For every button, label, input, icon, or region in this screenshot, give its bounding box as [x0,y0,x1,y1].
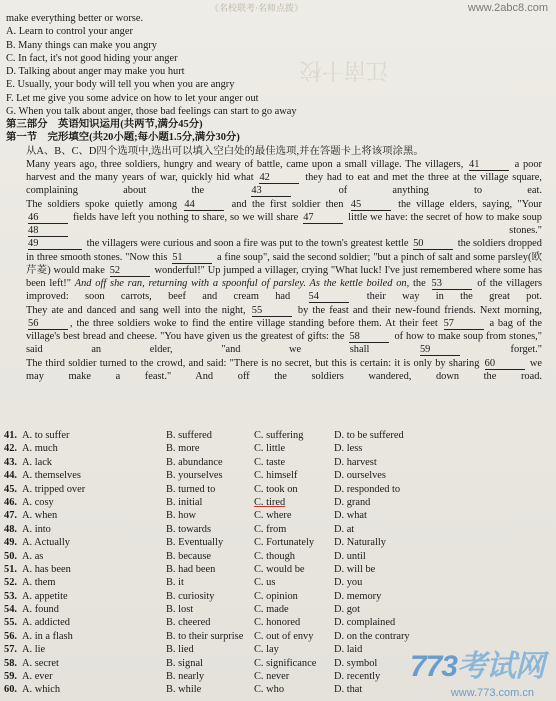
question-number: 44. [4,470,17,482]
option-b: B. while [166,684,202,696]
option-a: A. tripped over [22,483,86,495]
option-c: C. lay [254,644,279,656]
option-c-sentence: C. In fact, it's not good hiding your anger [6,52,178,64]
site-logo-watermark: 773考试网 [409,650,544,683]
option-d: D. responded to [334,483,401,495]
question-41-options [4,429,544,442]
option-d-sentence: D. Talking about anger may make you hurt [6,66,185,77]
question-45-options [4,483,544,496]
question-number: 54. [4,604,17,616]
option-b: B. curiosity [166,590,215,602]
question-47-options [4,509,544,522]
option-a: A. to suffer [22,430,70,441]
option-c: C. who [254,684,285,696]
option-a: A. as [22,550,44,562]
question-number: 56. [4,630,17,642]
option-c: C. significance [254,657,317,669]
option-a: A. them [22,577,56,589]
part-title: 第三部分 英语知识运用(共两节,满分45分) [6,119,203,130]
section-title: 第一节 完形填空(共20小题;每小题1.5分,满分30分) [6,132,240,144]
blank-57: 57 [444,318,484,330]
blank-58: 58 [349,331,389,343]
option-b: B. initial [166,496,203,508]
question-number: 50. [4,550,17,562]
blank-48: 48 [28,225,68,237]
question-number: 51. [4,563,17,575]
blank-53: 53 [432,278,472,290]
question-number: 57. [4,644,17,656]
option-a: A. lack [22,456,53,468]
option-b: B. abundance [166,456,223,468]
question-number: 49. [4,537,17,549]
bleed-through-text: 江南十校 [300,58,389,83]
question-number: 42. [4,443,17,455]
question-number: 58. [4,657,17,669]
question-number: 43. [4,456,17,468]
option-d: D. will be [334,563,376,575]
option-b: B. lied [166,644,194,656]
option-a: A. addicted [22,617,70,629]
option-b: B. turned to [166,483,216,495]
option-c: C. out of envy [254,630,314,642]
question-number: 46. [4,496,17,508]
option-a: A. much [22,443,58,455]
blank-43: 43 [251,185,291,197]
option-d: D. less [334,443,363,455]
option-a: A. when [22,510,58,522]
option-a: A. found [22,604,59,616]
blank-49: 49 [28,238,82,250]
blank-41: 41 [469,159,509,171]
option-b: B. had been [166,563,216,575]
option-d: D. what [334,510,367,522]
option-c: C. himself [254,470,298,482]
option-c: C. where [254,510,292,522]
option-c: C. from [254,523,287,535]
blank-51: 51 [172,252,212,264]
question-51-options [4,563,544,576]
question-number: 48. [4,523,17,535]
option-d: D. until [334,550,366,562]
option-a: A. cosy [22,496,54,508]
passage-end-line: make everything better or worse. [6,13,144,24]
blank-42: 42 [259,172,299,184]
question-number: 55. [4,617,17,629]
question-42-options [4,442,544,455]
blank-55: 55 [252,305,292,317]
option-d: D. grand [334,496,371,508]
option-b: B. it [166,577,184,589]
option-c: C. took on [254,483,298,495]
question-number: 53. [4,590,17,602]
option-d: D. that [334,684,363,696]
option-a: A. appetite [22,590,68,602]
option-c: C. suffering [254,430,304,441]
cloze-paragraph-4: They ate and danced and sang well into the night, 55 by the feast and their new-found friends. Next morning, 56 , the three soldiers woke to find the entire village standing before them. At their feet 57 a bag of the village's best bread and cheese. "You have given us the greatest of gifts: the 58 of how to make soup from stones," said an elder, "and we shall 59 forget." [26,304,543,356]
option-c: C. opinion [254,590,298,602]
option-b: B. nearly [166,671,205,683]
cloze-paragraph-2: The soldiers spoke quietly among 44 and the first soldier then 45 the village elders, saying, "Your 46 fields have left you nothing to share, so we will share 47 little we have: the secret of how to make soup 48 stones." [26,198,542,236]
option-d: D. recently [334,671,381,683]
blank-46: 46 [28,212,68,224]
blank-50: 50 [413,238,453,250]
option-b: B. towards [166,523,212,535]
option-b: B. how [166,510,197,522]
option-c: C. honored [254,617,301,629]
blank-59: 59 [420,344,460,356]
option-a: A. secret [22,657,59,669]
header-site: www.2abc8.com [467,2,548,14]
question-number: 59. [4,671,17,683]
option-d: D. to be suffered [334,430,404,441]
option-a: A. which [22,684,61,696]
question-54-options [4,603,544,616]
question-49-options [4,536,544,549]
blank-47: 47 [303,212,343,224]
option-c: C. little [254,443,286,455]
option-d: D. ourselves [334,470,386,482]
exam-content [6,12,542,383]
blank-56: 56 [28,318,68,330]
option-f-sentence: F. Let me give you some advice on how to let your anger out [6,92,259,104]
option-a: A. in a flash [22,630,73,642]
blank-44: 44 [184,199,224,211]
question-number: 41. [4,430,17,441]
option-a: A. Actually [22,537,70,549]
question-number: 52. [4,577,17,589]
blank-54: 54 [309,291,349,303]
option-d: D. Naturally [334,537,386,549]
option-b: B. lost [166,604,194,616]
option-d: D. symbol [334,657,378,669]
option-b: B. suffered [166,430,212,441]
blank-45: 45 [351,199,391,211]
question-44-options [4,469,544,482]
option-a: A. ever [22,671,53,683]
option-c: C. Fortunately [254,537,315,549]
question-48-options [4,523,544,536]
question-55-options [4,616,544,629]
option-d: D. at [334,523,355,535]
option-d: D. laid [334,644,363,656]
option-d: D. on the contrary [334,630,410,642]
cloze-paragraph-1: Many years ago, three soldiers, hungry and weary of battle, came upon a small village. The villagers, 41 a poor harvest and the many years of war, quickly hid what 42 they had to eat and met the three at the village square, complaining about the 43 of anything to eat. [26,158,543,197]
option-g-sentence: G. When you talk about anger, those bad feelings can start to go away [6,105,297,117]
question-52-options [4,576,544,589]
option-d: D. complained [334,617,396,629]
option-d: D. you [334,577,363,589]
site-url-watermark: www.773.com.cn [450,687,534,699]
question-number: 60. [4,684,17,696]
option-b: B. yourselves [166,470,223,482]
option-a: A. themselves [22,470,81,482]
question-number: 47. [4,510,17,522]
option-b: B. more [166,443,200,455]
option-e-sentence: E. Usually, your body will tell you when you are angry [6,79,235,91]
option-a: A. lie [22,644,46,656]
option-a: A. into [22,523,51,535]
option-d: D. got [334,604,360,616]
option-d: D. harvest [334,456,377,468]
option-b: B. because [166,550,212,562]
option-a-sentence: A. Learn to control your anger [6,26,133,38]
option-a: A. has been [22,563,71,575]
option-b: B. to their surprise [166,630,244,642]
blank-52: 52 [110,265,150,277]
option-b-sentence: B. Many things can make you angry [6,39,157,51]
question-43-options [4,456,544,469]
option-c: C. tired [254,496,286,508]
option-c: C. would be [254,563,305,575]
option-b: B. signal [166,657,203,669]
option-b: B. cheered [166,617,211,629]
question-53-options [4,590,544,603]
option-b: B. Eventually [166,537,224,549]
question-46-options [4,496,544,509]
question-number: 45. [4,483,17,495]
cloze-paragraph-3: 49 the villagers were curious and soon a fire was put to the town's greatest kettle 50 the soldiers dropped in three smooth stones. "Now this 51 a fine soup", said the second soldier; "but a pinch of salt and some parsley(欧芹菱) would make 52 wonderful!" Up jumped a villager, crying "What luck! I've just remembered where some has been left!" And off she ran, returning with a spoonful of parsley. As the kettle boiled on, the 53 of the villagers improved: soon carrots, beef and cream had 54 their way in the great pot. [26,238,543,303]
option-c: C. us [254,577,276,589]
option-d: D. memory [334,590,382,602]
instruction: 从A、B、C、D四个选项中,选出可以填入空白处的最佳选项,并在答题卡上将该项涂黑。 [26,145,424,157]
option-c: C. never [254,671,290,683]
question-50-options [4,550,544,563]
cloze-paragraph-5: The third soldier turned to the crowd, and said: "There is no secret, but this is certain: it is only by sharing 60 we may make a feast." And off the soldiers wandered, down the road. [26,357,542,382]
option-c: C. though [254,550,295,562]
option-c: C. taste [254,456,286,468]
header-center-text: 《名校联考·名师点拨》 [210,3,303,13]
blank-60: 60 [485,358,525,370]
option-c: C. made [254,604,289,616]
